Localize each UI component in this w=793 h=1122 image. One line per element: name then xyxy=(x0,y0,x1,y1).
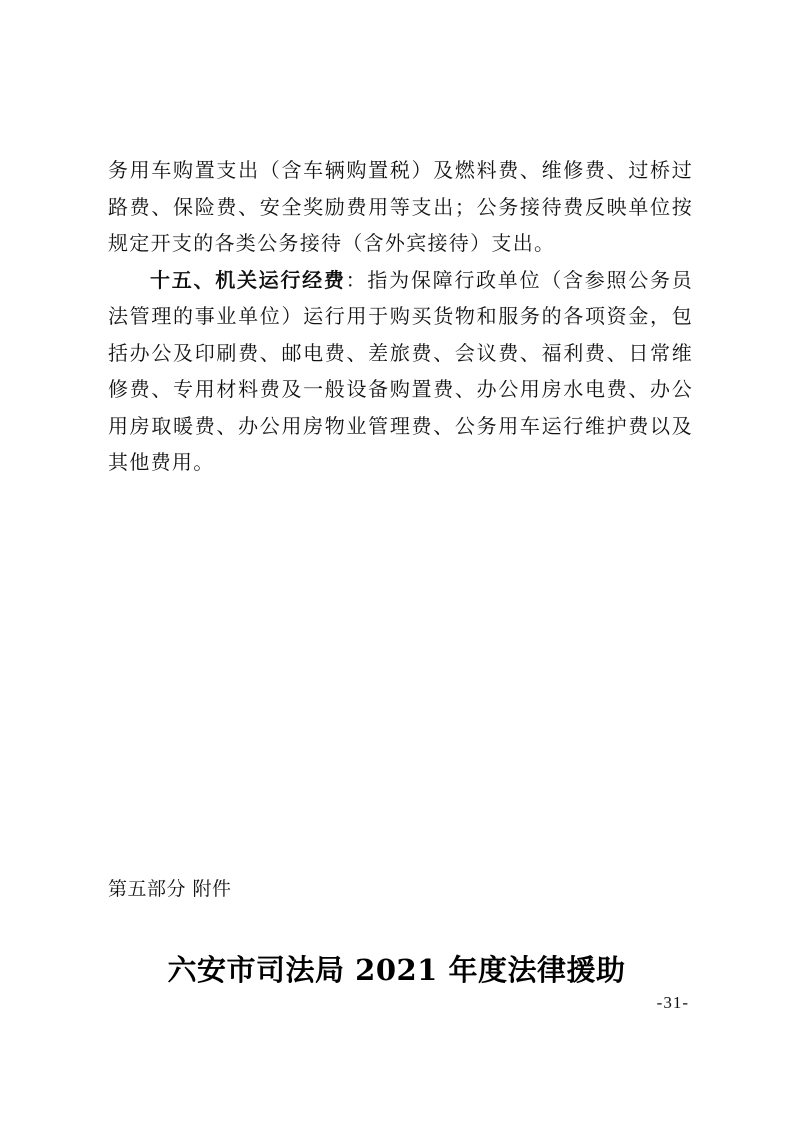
item-15-paragraph xyxy=(108,262,693,481)
section-label: 第五部分 附件 xyxy=(108,878,232,900)
body-text xyxy=(108,152,693,481)
appendix-title: 六安市司法局 2021 年度法律援助 xyxy=(167,953,626,987)
item-15-heading: 十五、机关运行经费 xyxy=(150,267,346,292)
item-15-text: ：指为保障行政单位（含参照公务员法管理的事业单位）运行用于购买货物和服务的各项资金，包括办公及印刷费、邮电费、差旅费、会议费、福利费、日常维修费、专用材料费及一般设备购置费、办公用房水电费、办公用房取暖费、办公用房物业管理费、公务用车运行维护费以及其他费用。 xyxy=(108,267,693,474)
page-number: -31- xyxy=(656,993,689,1012)
continued-paragraph: 务用车购置支出（含车辆购置税）及燃料费、维修费、过桥过路费、保险费、安全奖励费用等支出；公务接待费反映单位按规定开支的各类公务接待（含外宾接待）支出。 xyxy=(108,158,693,255)
